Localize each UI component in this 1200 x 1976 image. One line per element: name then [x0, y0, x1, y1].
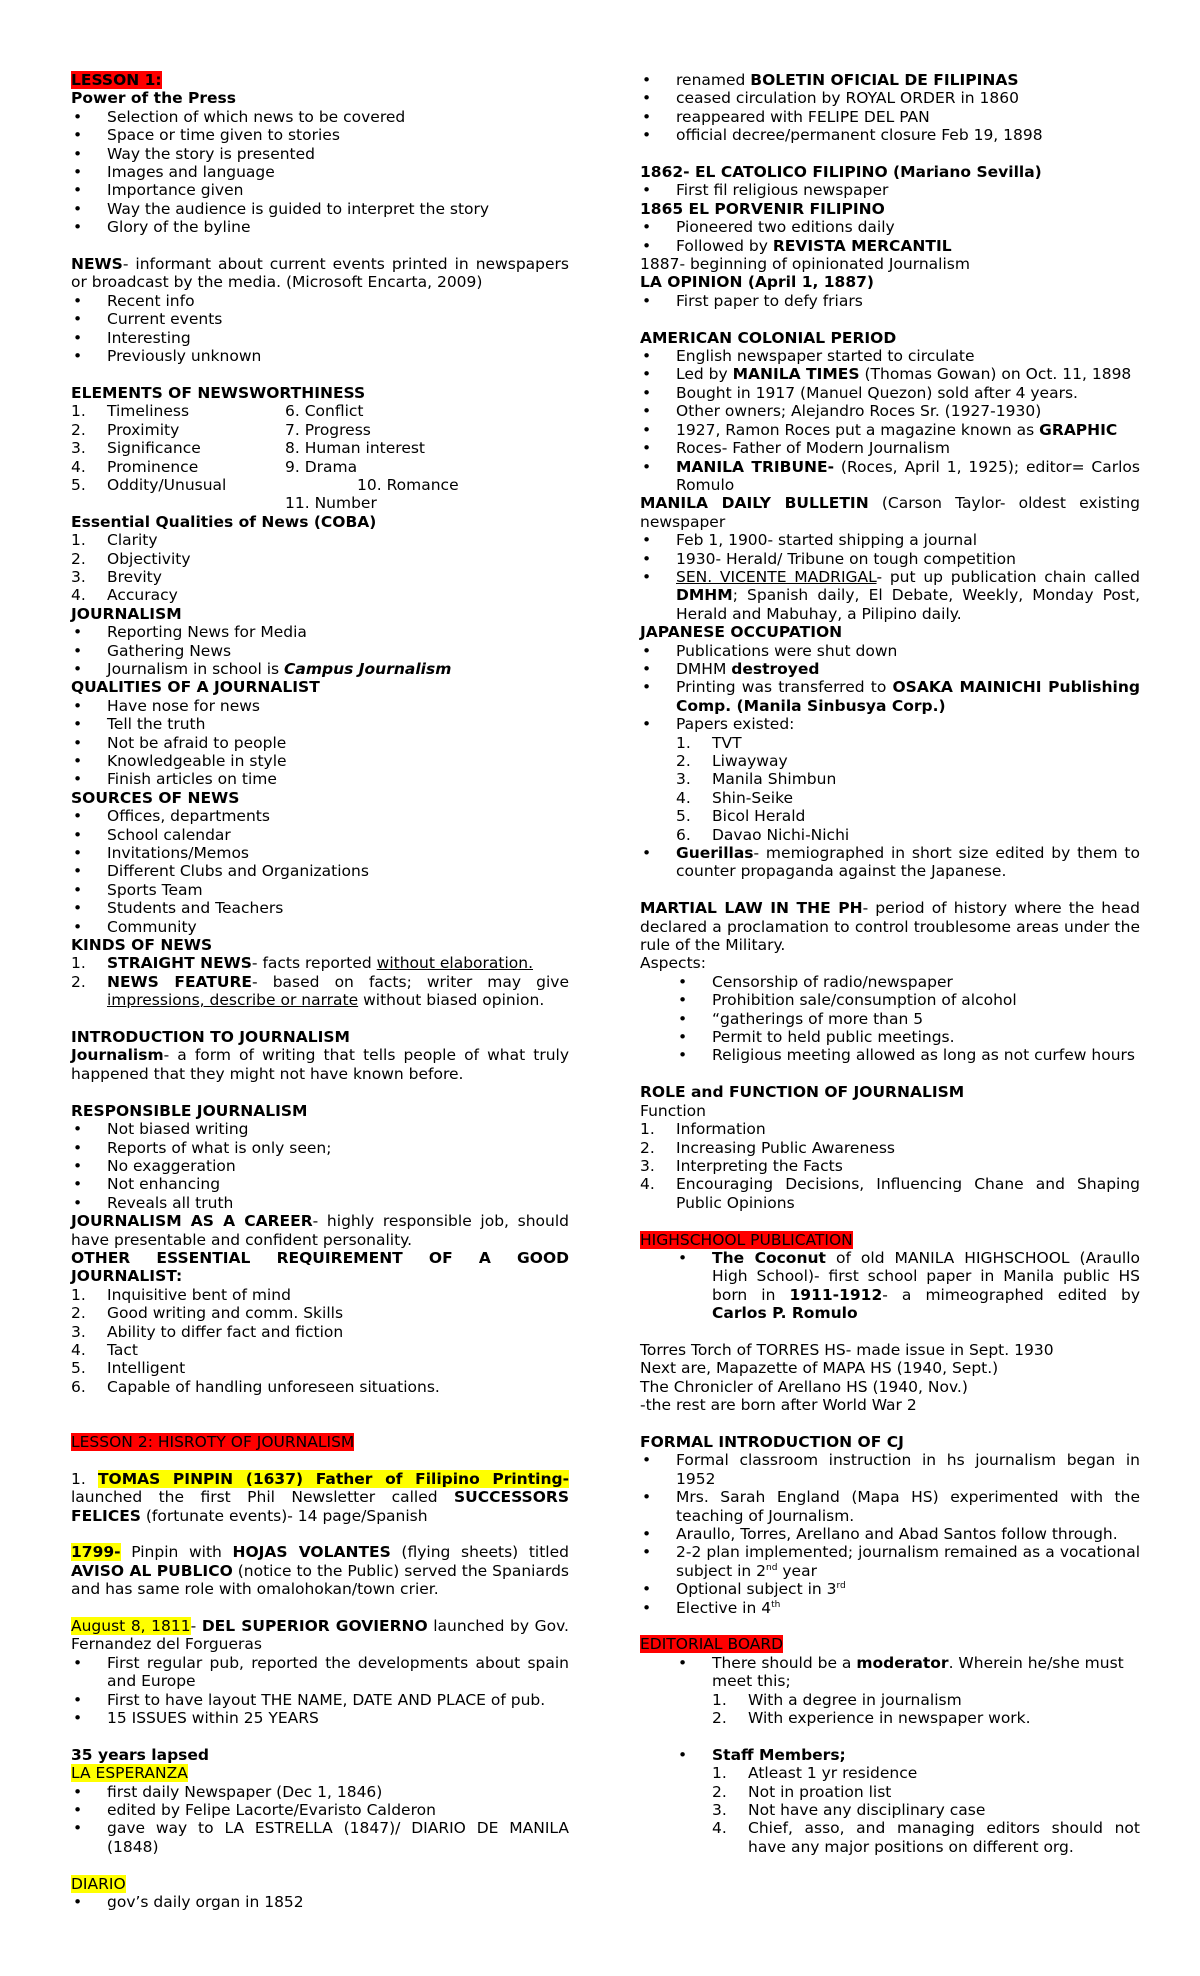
- list-item: • Previously unknown: [71, 347, 569, 365]
- list-item: • renamed BOLETIN OFICIAL DE FILIPINAS: [640, 71, 1140, 89]
- list-item: • First regular pub, reported the developments about spain and Europe: [71, 1654, 569, 1691]
- list-item: • Other owners; Alejandro Roces Sr. (1927-1930): [640, 402, 1140, 420]
- aspects-list: [676, 973, 1140, 1065]
- list-item: 2. Increasing Public Awareness: [640, 1138, 895, 1157]
- list-item: • First paper to defy friars: [640, 292, 1140, 310]
- catolico-title: 1862- EL CATOLICO FILIPINO (Mariano Sevilla): [640, 163, 1042, 182]
- list-item: • MANILA TRIBUNE- (Roces, April 1, 1925); editor= Carlos Romulo: [640, 458, 1140, 495]
- list-item: • Gathering News: [71, 642, 569, 660]
- hs-line: Next are, Mapazette of MAPA HS (1940, Sept.): [640, 1359, 999, 1378]
- kinds-list: [71, 954, 569, 1009]
- news-definition: NEWS- informant about current events printed in newspapers or broadcast by the media. (Microsoft Encarta, 2009): [71, 255, 569, 292]
- list-item: • Have nose for news: [71, 697, 569, 715]
- kinds-title: KINDS OF NEWS: [71, 936, 213, 955]
- career-definition: JOURNALISM AS A CAREER- highly responsible job, should have presentable and confident personality.: [71, 1212, 569, 1249]
- list-item: • Formal classroom instruction in hs journalism began in 1952: [640, 1451, 1140, 1488]
- list-item: • Tell the truth: [71, 715, 569, 733]
- list-item: • Roces- Father of Modern Journalism: [640, 439, 1140, 457]
- august-1811-list: [71, 1654, 569, 1728]
- other-requirements-list: [71, 1286, 569, 1396]
- list-item: • Different Clubs and Organizations: [71, 862, 569, 880]
- list-item: • Journalism in school is Campus Journalism: [71, 660, 569, 678]
- list-item: 1. Atleast 1 yr residence: [712, 1764, 918, 1783]
- list-item: • Bought in 1917 (Manuel Quezon) sold after 4 years.: [640, 384, 1140, 402]
- list-item: • Araullo, Torres, Arellano and Abad Santos follow through.: [640, 1525, 1140, 1543]
- list-item: • Religious meeting allowed as long as not curfew hours: [676, 1046, 1140, 1064]
- formal-title: FORMAL INTRODUCTION OF CJ: [640, 1432, 904, 1451]
- list-item: 2. Liwayway: [676, 752, 788, 770]
- list-item: 1. TVT: [676, 733, 742, 752]
- list-item: • First to have layout THE NAME, DATE AND PLACE of pub.: [71, 1691, 569, 1709]
- diario-list: [71, 1893, 569, 1911]
- list-item: • 15 ISSUES within 25 YEARS: [71, 1709, 569, 1727]
- list-item: 4. Encouraging Decisions, Influencing Chane and Shaping Public Opinions: [640, 1175, 1140, 1212]
- list-item: • Reports of what is only seen;: [71, 1139, 569, 1157]
- list-item: • Importance given: [71, 181, 569, 199]
- list-item: • Offices, departments: [71, 807, 569, 825]
- lesson1-tag: LESSON 1:: [71, 71, 162, 89]
- list-item: • Selection of which news to be covered: [71, 108, 569, 126]
- list-item: 2. Not in proation list: [712, 1782, 892, 1801]
- list-item: • “gatherings of more than 5: [676, 1010, 1140, 1028]
- opinion-title: LA OPINION (April 1, 1887): [640, 273, 874, 292]
- list-item: • Sports Team: [71, 881, 569, 899]
- hs-line: Torres Torch of TORRES HS- made issue in Sept. 1930: [640, 1340, 1054, 1359]
- list-item: 5. Bicol Herald: [676, 807, 806, 826]
- list-item: • reappeared with FELIPE DEL PAN: [640, 108, 1140, 126]
- power-list: [71, 108, 569, 237]
- news-list: [71, 292, 569, 366]
- list-item: • Guerillas- memiographed in short size edited by them to counter propaganda against the Japanese.: [640, 844, 1140, 881]
- list-item: • 2-2 plan implemented; journalism remained as a vocational subject in 2nd year: [640, 1543, 1140, 1580]
- american-title: AMERICAN COLONIAL PERIOD: [640, 328, 897, 347]
- list-item: 3. Manila Shimbun: [676, 770, 837, 789]
- list-item: • SEN. VICENTE MADRIGAL- put up publication chain called DMHM; Spanish daily, El Debate, Weekly, Monday Post, Herald and Mabuhay, a Pilipino daily.: [640, 568, 1140, 623]
- list-item: 2. Proximity 7. Progress: [71, 420, 371, 439]
- highschool-tag: HIGHSCHOOL PUBLICATION: [640, 1230, 853, 1249]
- list-item: • official decree/permanent closure Feb 19, 1898: [640, 126, 1140, 144]
- esperanza-title: LA ESPERANZA: [71, 1764, 188, 1783]
- list-item: • Feb 1, 1900- started shipping a journal: [640, 531, 1140, 549]
- catolico-list: [640, 181, 1140, 199]
- bulletin-paragraph: MANILA DAILY BULLETIN (Carson Taylor- oldest existing newspaper: [640, 494, 1140, 531]
- list-item: • Current events: [71, 310, 569, 328]
- list-item: 1. STRAIGHT NEWS- facts reported without elaboration.: [71, 954, 534, 973]
- list-item: • Reveals all truth: [71, 1194, 569, 1212]
- list-item: • English newspaper started to circulate: [640, 347, 1140, 365]
- list-item: 2. Objectivity: [71, 549, 191, 568]
- right-column: [640, 71, 1140, 1856]
- moderator-requirements: [712, 1691, 1140, 1728]
- list-item: • Followed by REVISTA MERCANTIL: [640, 237, 1140, 255]
- list-item: • gov’s daily organ in 1852: [71, 1893, 569, 1911]
- martial-law-paragraph: MARTIAL LAW IN THE PH- period of history where the head declared a proclamation to control troublesome areas under the rule of the Military.: [640, 899, 1141, 955]
- list-item: • Staff Members; 1. Atleast 1 yr residence 2. Not in proation list 3. Not have any disciplinary case 4. Chief, asso, and managing editors should not have any major positions on different org.: [676, 1746, 1140, 1856]
- list-item: • First fil religious newspaper: [640, 181, 1140, 199]
- list-item: • Community: [71, 918, 569, 936]
- list-item: • gave way to LA ESTRELLA (1847)/ DIARIO DE MANILA (1848): [71, 1819, 569, 1856]
- porvenir-list: [640, 218, 1140, 255]
- list-item: • Glory of the byline: [71, 218, 569, 236]
- august-1811-paragraph: August 8, 1811- DEL SUPERIOR GOVIERNO launched by Gov. Fernandez del Forgueras: [71, 1616, 569, 1654]
- list-item: 6. Capable of handling unforeseen situations.: [71, 1377, 440, 1396]
- pinpin-paragraph: 1. TOMAS PINPIN (1637) Father of Filipino Printing- launched the first Phil Newsletter called SUCCESSORS FELICES (fortunate events)- 14 page/Spanish: [71, 1469, 570, 1525]
- list-item: • 1927, Ramon Roces put a magazine known as GRAPHIC: [640, 421, 1140, 439]
- list-item: 3. Brevity: [71, 567, 162, 586]
- journalism-list: [71, 623, 569, 678]
- list-item: • Not be afraid to people: [71, 734, 569, 752]
- list-item: • Permit to held public meetings.: [676, 1028, 1140, 1046]
- coconut-list: [676, 1249, 1140, 1323]
- bulletin-list: [640, 531, 1140, 623]
- list-item: • Finish articles on time: [71, 770, 569, 788]
- list-item: 1. Clarity: [71, 531, 158, 550]
- qualities-list: [71, 697, 569, 789]
- function-list: [640, 1120, 1140, 1212]
- list-item: • Mrs. Sarah England (Mapa HS) experimented with the teaching of Journalism.: [640, 1488, 1140, 1525]
- qualities-title: QUALITIES OF A JOURNALIST: [71, 678, 320, 697]
- list-item: 1. With a degree in journalism: [712, 1690, 962, 1709]
- list-item: 1. Inquisitive bent of mind: [71, 1285, 291, 1304]
- formal-list: [640, 1451, 1140, 1617]
- japanese-title: JAPANESE OCCUPATION: [640, 623, 843, 642]
- sources-list: [71, 807, 569, 936]
- list-item: • edited by Felipe Lacorte/Evaristo Calderon: [71, 1801, 569, 1819]
- list-item: 3. Ability to differ fact and fiction: [71, 1322, 344, 1341]
- list-item: • Elective in 4th: [640, 1599, 1140, 1617]
- list-item: 6. Davao Nichi-Nichi: [676, 825, 850, 844]
- list-item: 4. Shin-Seike: [676, 788, 794, 807]
- hs-line: The Chronicler of Arellano HS (1940, Nov.): [640, 1377, 968, 1396]
- list-item: • Way the audience is guided to interpret the story: [71, 200, 569, 218]
- intro-definition: Journalism- a form of writing that tells people of what truly happened that they might not have known before.: [71, 1046, 569, 1083]
- list-item: • first daily Newspaper (Dec 1, 1846): [71, 1783, 569, 1801]
- responsible-list: [71, 1120, 569, 1212]
- list-item: 1. Timeliness 6. Conflict: [71, 402, 364, 421]
- japanese-list: [640, 642, 1140, 881]
- power-title: Power of the Press: [71, 89, 236, 108]
- boletin-list: [640, 71, 1140, 145]
- staff-list: [676, 1746, 1140, 1856]
- sources-title: SOURCES OF NEWS: [71, 788, 240, 807]
- aspects-label: Aspects:: [640, 954, 706, 973]
- function-label: Function: [640, 1101, 706, 1120]
- list-item: • Optional subject in 3rd: [640, 1580, 1140, 1598]
- list-item: • Not enhancing: [71, 1175, 569, 1193]
- list-item: 2. With experience in newspaper work.: [712, 1709, 1031, 1728]
- list-item: • Reporting News for Media: [71, 623, 569, 641]
- staff-requirements: [712, 1764, 1140, 1856]
- list-item: • The Coconut of old MANILA HIGHSCHOOL (Araullo High School)- first school paper in Manila public HS born in 1911-1912- a mimeographed edited by Carlos P. Romulo: [676, 1249, 1140, 1323]
- list-item: 2. NEWS FEATURE- based on facts; writer may give impressions, describe or narrate without biased opinion.: [71, 972, 569, 1010]
- list-item: 3. Not have any disciplinary case: [712, 1801, 986, 1820]
- list-item: • Papers existed: 1. TVT 2. Liwayway 3. Manila Shimbun 4. Shin-Seike 5. Bicol Herald 6. Davao Nichi-Nichi: [640, 715, 1140, 844]
- diario-title: DIARIO: [71, 1874, 126, 1893]
- list-item: • Recent info: [71, 292, 569, 310]
- list-item: • 1930- Herald/ Tribune on tough competition: [640, 550, 1140, 568]
- list-item: 5. Intelligent: [71, 1359, 186, 1378]
- list-item: • Students and Teachers: [71, 899, 569, 917]
- list-item: • Prohibition sale/consumption of alcohol: [676, 991, 1140, 1009]
- elements-list: [71, 402, 569, 494]
- list-item: 4. Tact: [71, 1340, 138, 1359]
- list-item: • School calendar: [71, 826, 569, 844]
- editorial-list: [676, 1654, 1140, 1728]
- american-list: [640, 347, 1140, 494]
- list-item: • Images and language: [71, 163, 569, 181]
- journalism-title: JOURNALISM: [71, 604, 182, 623]
- list-item: 5. Oddity/Unusual 10. Romance: [71, 475, 459, 494]
- coba-title: Essential Qualities of News (COBA): [71, 512, 377, 531]
- list-item: • Interesting: [71, 329, 569, 347]
- editorial-tag: EDITORIAL BOARD: [640, 1635, 784, 1654]
- left-column: [71, 71, 569, 1911]
- list-item: 4. Accuracy: [71, 586, 178, 605]
- list-item: • Space or time given to stories: [71, 126, 569, 144]
- responsible-title: RESPONSIBLE JOURNALISM: [71, 1101, 308, 1120]
- porvenir-title: 1865 EL PORVENIR FILIPINO: [640, 199, 885, 218]
- elements-title: ELEMENTS OF NEWSWORTHINESS: [71, 383, 366, 402]
- list-item: • ceased circulation by ROYAL ORDER in 1860: [640, 89, 1140, 107]
- list-item: 4. Prominence 9. Drama: [71, 457, 358, 476]
- list-item: • Pioneered two editions daily: [640, 218, 1140, 236]
- list-item: • No exaggeration: [71, 1157, 569, 1175]
- role-title: ROLE and FUNCTION OF JOURNALISM: [640, 1083, 965, 1102]
- other-requirements-title: OTHER ESSENTIAL REQUIREMENT OF A GOOD JOURNALIST:: [71, 1248, 569, 1286]
- list-item: 1. Information: [640, 1120, 766, 1139]
- opinion-list: [640, 292, 1140, 310]
- list-item: • Way the story is presented: [71, 145, 569, 163]
- years-lapsed: 35 years lapsed: [71, 1745, 210, 1764]
- list-item: 3. Significance 8. Human interest: [71, 439, 426, 458]
- list-item: • There should be a moderator. Wherein he/she must meet this; 1. With a degree in journalism 2. With experience in newspaper work.: [676, 1654, 1140, 1728]
- esperanza-list: [71, 1783, 569, 1857]
- opinion-line: 1887- beginning of opinionated Journalism: [640, 255, 970, 274]
- list-item: • Knowledgeable in style: [71, 752, 569, 770]
- hs-line: -the rest are born after World War 2: [640, 1396, 917, 1415]
- list-item: 3. Interpreting the Facts: [640, 1156, 843, 1175]
- elements-last: 11. Number: [285, 494, 377, 513]
- list-item: • Led by MANILA TIMES (Thomas Gowan) on Oct. 11, 1898: [640, 365, 1140, 383]
- year-1799-paragraph: 1799- Pinpin with HOJAS VOLANTES (flying sheets) titled AVISO AL PUBLICO (notice to the Public) served the Spaniards and has same role with omalohokan/town crier.: [71, 1543, 569, 1599]
- list-item: • DMHM destroyed: [640, 660, 1140, 678]
- papers-list: [676, 734, 1140, 844]
- intro-title: INTRODUCTION TO JOURNALISM: [71, 1028, 350, 1047]
- list-item: • Publications were shut down: [640, 642, 1140, 660]
- list-item: • Printing was transferred to OSAKA MAINICHI Publishing Comp. (Manila Sinbusya Corp.): [640, 678, 1140, 715]
- list-item: 2. Good writing and comm. Skills: [71, 1304, 344, 1323]
- coba-list: [71, 531, 569, 605]
- lesson2-tag: LESSON 2: HISROTY OF JOURNALISM: [71, 1432, 355, 1451]
- list-item: • Not biased writing: [71, 1120, 569, 1138]
- list-item: 4. Chief, asso, and managing editors should not have any major positions on different org.: [712, 1819, 1140, 1856]
- list-item: • Invitations/Memos: [71, 844, 569, 862]
- list-item: • Censorship of radio/newspaper: [676, 973, 1140, 991]
